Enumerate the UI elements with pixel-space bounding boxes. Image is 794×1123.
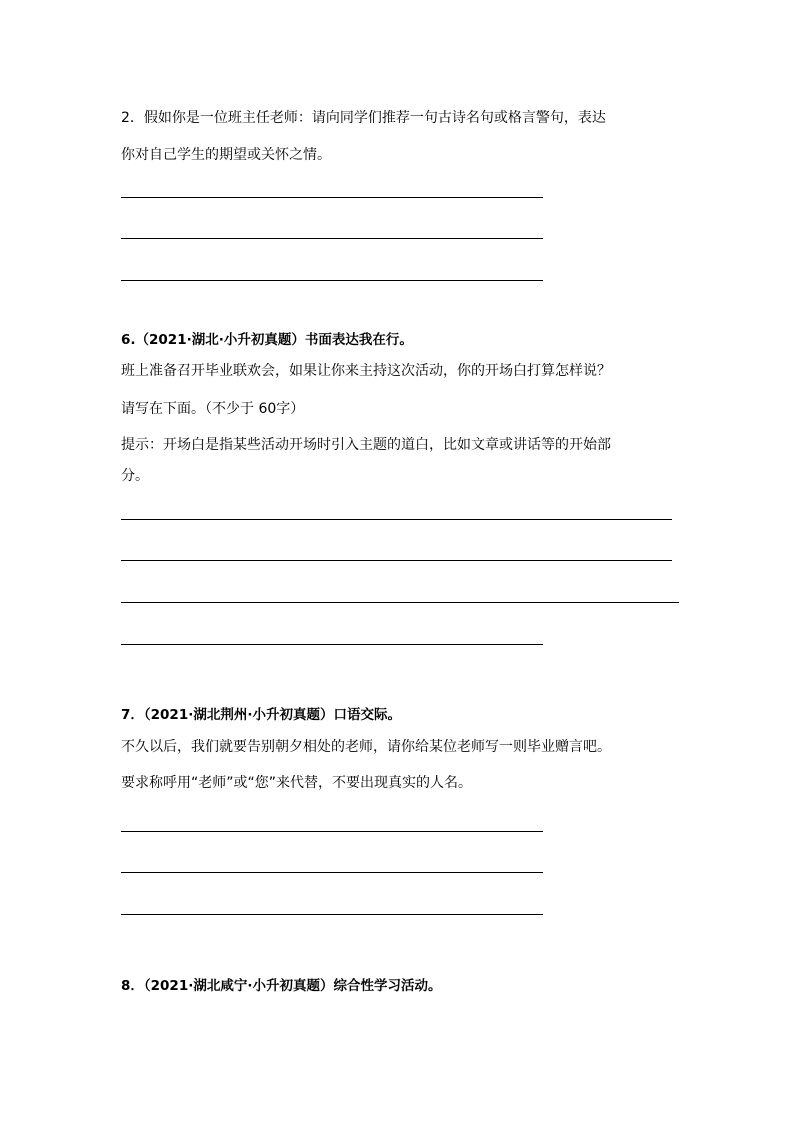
q6-heading: 6.（2021·湖北·小升初真题）书面表达我在行。: [121, 332, 413, 348]
q6-text-line-4: 分。: [121, 468, 149, 484]
q6-answer-line-2[interactable]: [121, 560, 672, 561]
q2-answer-line-3[interactable]: [121, 280, 543, 281]
q7-answer-line-1[interactable]: [121, 831, 543, 832]
q2-answer-line-2[interactable]: [121, 238, 543, 239]
q7-answer-line-2[interactable]: [121, 872, 543, 873]
q7-text-line-2: 要求称呼用“老师”或“您”来代替，不要出现真实的人名。: [121, 775, 473, 791]
q6-answer-line-3[interactable]: [121, 602, 679, 603]
q6-text-line-3: 提示：开场白是指某些活动开场时引入主题的道白，比如文章或讲话等的开始部: [121, 437, 611, 453]
q8-heading: 8．（2021·湖北咸宁·小升初真题）综合性学习活动。: [121, 978, 442, 994]
q6-text-line-1: 班上准备召开毕业联欢会，如果让你来主持这次活动，你的开场白打算怎样说？: [121, 363, 611, 379]
q2-answer-line-1[interactable]: [121, 197, 543, 198]
q6-answer-line-4[interactable]: [121, 644, 543, 645]
q7-answer-line-3[interactable]: [121, 914, 543, 915]
q6-answer-line-1[interactable]: [121, 519, 672, 520]
q7-heading: 7．（2021·湖北荆州·小升初真题）口语交际。: [121, 707, 401, 723]
q2-text-line-2: 你对自己学生的期望或关怀之情。: [121, 147, 331, 163]
q6-text-line-2: 请写在下面。（不少于 60字）: [121, 401, 305, 417]
q2-text-line-1: 2．假如你是一位班主任老师：请向同学们推荐一句古诗名句或格言警句，表达: [121, 110, 606, 126]
q7-text-line-1: 不久以后，我们就要告别朝夕相处的老师，请你给某位老师写一则毕业赠言吧。: [121, 739, 611, 755]
